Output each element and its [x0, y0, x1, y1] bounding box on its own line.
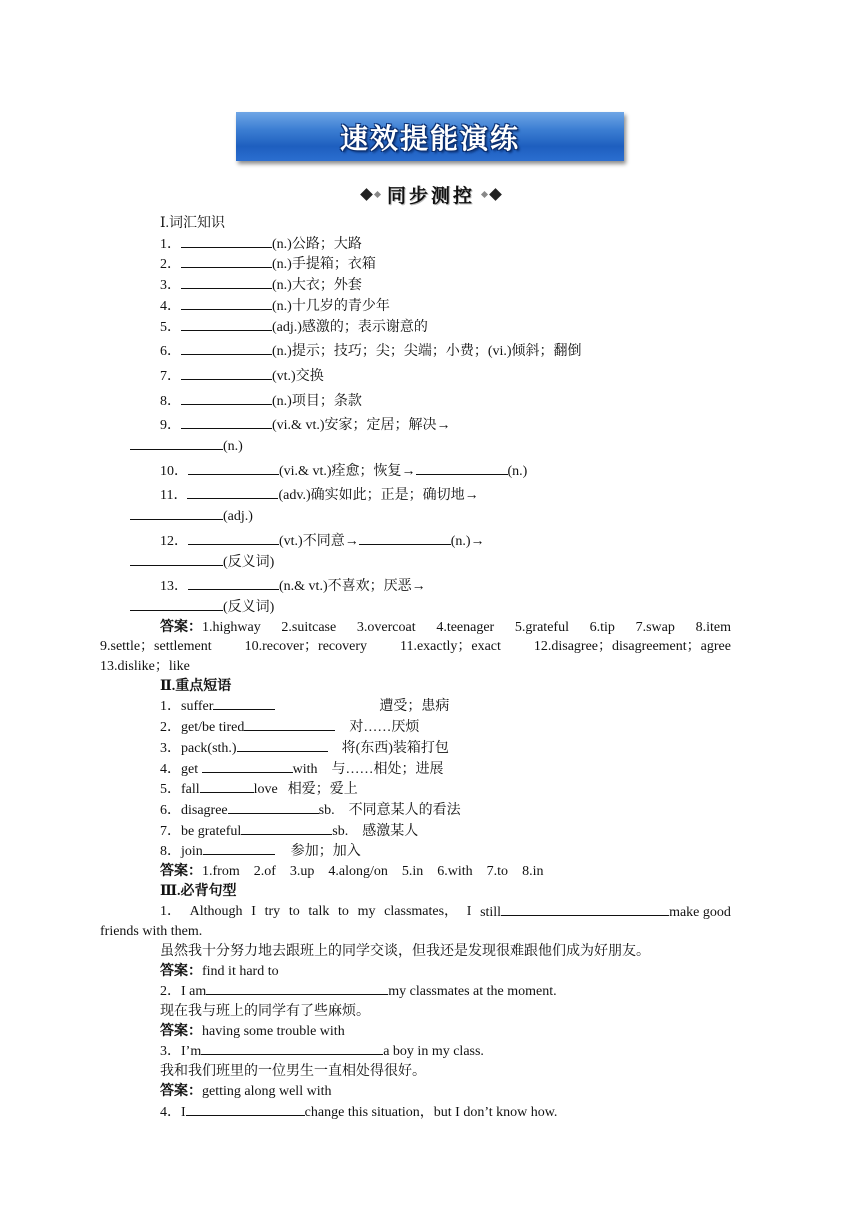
phrase-item: 5．fall love 相爱；爱上 [130, 779, 731, 800]
vocab-item-cont: (反义词) [130, 552, 731, 573]
answer-blank[interactable] [228, 800, 319, 814]
sentence-translation: 我和我们班里的一位男生一直相处得很好。 [160, 1064, 426, 1080]
answer-blank[interactable] [181, 317, 272, 331]
answer-blank[interactable] [200, 779, 254, 793]
sentence-translation: 虽然我十分努力地去跟班上的同学交谈，但我还是发现很难跟他们成为好朋友。 [160, 943, 650, 959]
answer-line: 答案：having some trouble with [160, 1023, 345, 1039]
vocab-item-cont: (反义词) [130, 597, 731, 618]
sentence-item: 2．I am my classmates at the moment. [130, 981, 731, 1002]
answer-line: 答案：1.from 2.of 3.up 4.along/on 5.in 6.with 7.to 8.in [160, 864, 544, 880]
vocab-item: 6． (n.)提示；技巧；尖；尖端；小费；(vi.)倾斜；翻倒 [130, 341, 731, 362]
answer-label: 答案： [160, 619, 202, 635]
title-banner [236, 112, 624, 161]
vocab-item: 12． (vt.)不同意→ (n.)→ [130, 531, 731, 552]
answer-blank[interactable] [181, 341, 272, 355]
sync-title-bar [338, 181, 524, 207]
vocab-item: 11． (adv.)确实如此；正是；确切地→ [130, 485, 731, 506]
answer-label: 答案： [160, 864, 202, 880]
answer-blank[interactable] [416, 461, 508, 475]
answer-blank[interactable] [188, 531, 279, 545]
diamond-icon [481, 190, 488, 197]
phrase-item: 6．disagree sb. 不同意某人的看法 [130, 800, 731, 821]
answer-blank[interactable] [181, 391, 272, 405]
answer-line: 答案：getting along well with [160, 1083, 332, 1099]
exercise-content [100, 214, 731, 1122]
vocab-item-cont: (adj.) [130, 506, 731, 527]
answer-label: 答案： [160, 963, 202, 979]
vocab-item: 7． (vt.)交换 [130, 366, 731, 387]
answer-blank[interactable] [186, 1102, 305, 1116]
vocab-item: 9． (vi.& vt.)安家；定居；解决→ [130, 415, 731, 436]
answer-label: 答案： [160, 1023, 202, 1039]
vocab-item: 13． (n.& vt.)不喜欢；厌恶→ [130, 576, 731, 597]
phrase-item: 3．pack(sth.) 将(东西)装箱打包 [130, 738, 731, 759]
answer-blank[interactable] [203, 841, 275, 855]
diamond-icon [360, 188, 373, 201]
answer-blank[interactable] [181, 366, 272, 380]
answer-label: 答案： [160, 1083, 202, 1099]
phrase-item: 2．get/be tired 对……厌烦 [130, 717, 731, 738]
answer-blank[interactable] [181, 415, 272, 429]
answer-blank[interactable] [130, 436, 223, 450]
answer-blank[interactable] [130, 506, 223, 520]
answer-blank[interactable] [187, 485, 278, 499]
vocab-item: 2． (n.)手提箱；衣箱 [130, 254, 731, 275]
vocab-item: 5． (adj.)感激的；表示谢意的 [130, 317, 731, 338]
answer-blank[interactable] [130, 597, 223, 611]
vocab-item: 10． (vi.& vt.)痊愈；恢复→ (n.) [130, 461, 731, 482]
answer-blank[interactable] [188, 576, 279, 590]
answer-blank[interactable] [181, 254, 272, 268]
section-heading: Ⅰ.词汇知识 [160, 216, 226, 231]
answer-blank[interactable] [241, 821, 332, 835]
diamond-icon [489, 188, 502, 201]
diamond-icon [374, 190, 381, 197]
answer-line: 9.settle；settlement 10.recover；recovery 11.exactly；exact 12.disagree；disagreement；agree [100, 639, 731, 655]
answer-blank[interactable] [501, 902, 669, 916]
vocab-item: 1． (n.)公路；大路 [130, 234, 731, 255]
vocab-item: 3． (n.)大衣；外套 [130, 275, 731, 296]
sentence-translation: 现在我与班上的同学有了些麻烦。 [160, 1004, 370, 1020]
phrase-item: 1．suffer 遭受；患病 [130, 696, 731, 717]
answer-line: 13.dislike；like [100, 659, 190, 675]
sync-title: 同步测控 [386, 184, 475, 207]
sentence-item: 4．I change this situation，but I don’t know how. [130, 1102, 731, 1123]
phrase-item: 7．be grateful sb. 感激某人 [130, 821, 731, 842]
section-heading: Ⅱ.重点短语 [160, 678, 232, 694]
vocab-item: 8． (n.)项目；条款 [130, 391, 731, 412]
answer-blank[interactable] [202, 759, 293, 773]
answer-blank[interactable] [206, 981, 388, 995]
vocab-item-cont: (n.) [130, 436, 731, 457]
answer-blank[interactable] [181, 296, 272, 310]
answer-blank[interactable] [188, 461, 279, 475]
answer-line: 答案：1.highway 2.suitcase 3.overcoat 4.teenager 5.grateful 6.tip 7.swap 8.item [160, 619, 731, 635]
sentence-cont: friends with them. [100, 924, 203, 940]
phrase-item: 4．get with 与……相处；进展 [130, 759, 731, 780]
banner-title: 速效提能演练 [339, 121, 520, 155]
section-heading: Ⅲ.必背句型 [160, 883, 237, 899]
answer-line: 答案：find it hard to [160, 963, 279, 979]
sentence-item: 1． Although I try to talk to my classmates， I still make good [160, 903, 731, 920]
phrase-item: 8．join 参加；加入 [130, 841, 731, 862]
answer-blank[interactable] [237, 738, 328, 752]
sentence-item: 3．I’m a boy in my class. [130, 1041, 731, 1062]
answer-blank[interactable] [130, 552, 223, 566]
answer-blank[interactable] [244, 717, 335, 731]
answer-blank[interactable] [181, 234, 272, 248]
answer-blank[interactable] [213, 696, 275, 710]
answer-blank[interactable] [201, 1041, 383, 1055]
answer-blank[interactable] [181, 275, 272, 289]
answer-blank[interactable] [359, 531, 451, 545]
vocab-item: 4． (n.)十几岁的青少年 [130, 296, 731, 317]
